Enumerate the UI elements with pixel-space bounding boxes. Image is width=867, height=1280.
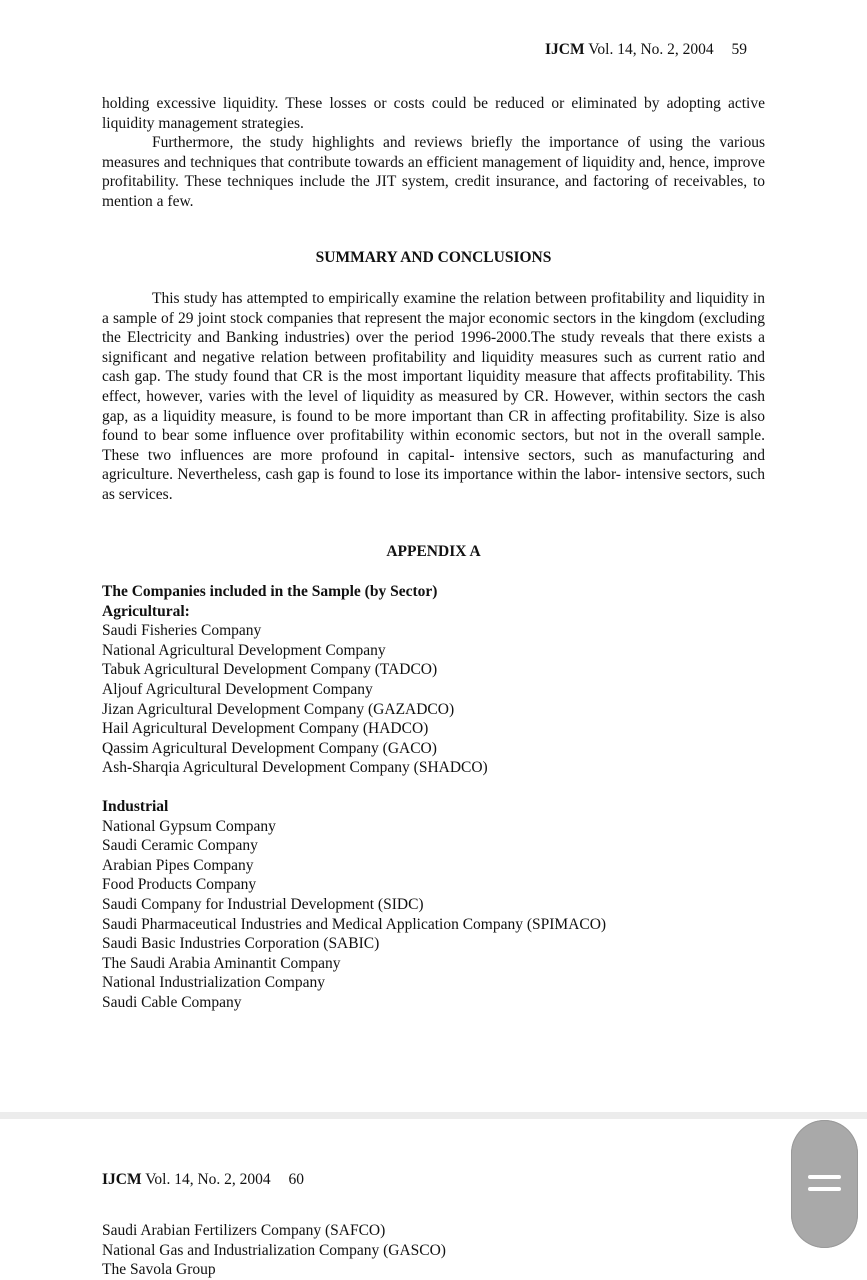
list-item: The Savola Group (102, 1261, 216, 1279)
page-separator (0, 1112, 867, 1119)
scroll-handle[interactable] (791, 1120, 858, 1248)
list-item: Saudi Company for Industrial Development (SIDC) (102, 895, 424, 913)
page-number: 59 (731, 41, 748, 58)
list-item: Ash-Sharqia Agricultural Development Company (SHADCO) (102, 759, 488, 777)
list-item: Saudi Pharmaceutical Industries and Medical Application Company (SPIMACO) (102, 915, 607, 933)
journal-name: IJCM (545, 41, 585, 58)
list-item: Qassim Agricultural Development Company (GACO) (102, 739, 437, 757)
paragraph-text: This study has attempted to empirically examine the relation between profitability and liquidity in a sample of 29 joint stock companies that represent the major economic sectors in the kingdom (excluding the Electricity and Banking industries) over the period 1996-2000.The study reveals that there exists a significant and negative relation between profitability and liquidity measures such as current ratio and cash gap. The study found that CR is the most important liquidity measure that affects profitability. This effect, however, varies with the level of liquidity as measured by CR. However, within sectors the cash gap, as a liquidity measure, is found to be more important than CR in affecting profitability. Size is also found to bear some influence over profitability within economic sectors, but not in the overall sample. These two influences are more profound in capital- intensive sectors, such as manufacturing and agriculture. Nevertheless, cash gap is found to lose its importance within the labor- intensive sectors, such as services. (102, 290, 765, 503)
list-item: Jizan Agricultural Development Company (GAZADCO) (102, 700, 455, 718)
journal-volume: Vol. 14, No. 2, 2004 (588, 41, 714, 58)
paragraph: holding excessive liquidity. These losses or costs could be reduced or eliminated by adopting active liquidity management strategies. (102, 95, 765, 132)
list-item: Aljouf Agricultural Development Company (102, 680, 373, 698)
journal-name: IJCM (102, 1171, 142, 1188)
list-item: National Agricultural Development Company (102, 641, 386, 659)
page-60 (0, 1119, 867, 1280)
list-item: Hail Agricultural Development Company (HADCO) (102, 720, 429, 738)
list-item: The Saudi Arabia Aminantit Company (102, 954, 341, 972)
sector-title: Agricultural: (102, 602, 190, 620)
list-item: Arabian Pipes Company (102, 856, 254, 874)
agricultural-list (102, 582, 488, 778)
sector-title: Industrial (102, 798, 169, 815)
section-heading: SUMMARY AND CONCLUSIONS (315, 249, 552, 266)
list-item: National Gas and Industrialization Company (GASCO) (102, 1241, 446, 1259)
list-item: Saudi Cable Company (102, 993, 242, 1011)
list-item: Food Products Company (102, 876, 257, 894)
list-item: Tabuk Agricultural Development Company (TADCO) (102, 661, 438, 679)
list-item: Saudi Ceramic Company (102, 837, 258, 855)
sample-title: The Companies included in the Sample (by Sector) (102, 583, 438, 600)
list-item: National Gypsum Company (102, 817, 276, 835)
running-header (102, 1171, 304, 1189)
company-list (102, 1221, 446, 1280)
appendix-heading: APPENDIX A (386, 543, 481, 560)
list-item: Saudi Arabian Fertilizers Company (SAFCO) (102, 1222, 386, 1239)
journal-volume: Vol. 14, No. 2, 2004 (145, 1171, 271, 1188)
list-item: Saudi Fisheries Company (102, 622, 262, 640)
list-item: Saudi Basic Industries Corporation (SABIC) (102, 935, 380, 953)
paragraph-text: Furthermore, the study highlights and reviews briefly the importance of using the various measures and techniques that contribute towards an efficient management of liquidity and, hence, improve profitability. These techniques include the JIT system, credit insurance, and factoring of receivables, to mention a few. (102, 134, 765, 210)
page-number: 60 (288, 1171, 305, 1188)
industrial-list (102, 797, 606, 1013)
summary-paragraph (102, 289, 765, 505)
running-header (545, 41, 747, 59)
paragraph (102, 133, 765, 211)
list-item: National Industrialization Company (102, 974, 325, 992)
